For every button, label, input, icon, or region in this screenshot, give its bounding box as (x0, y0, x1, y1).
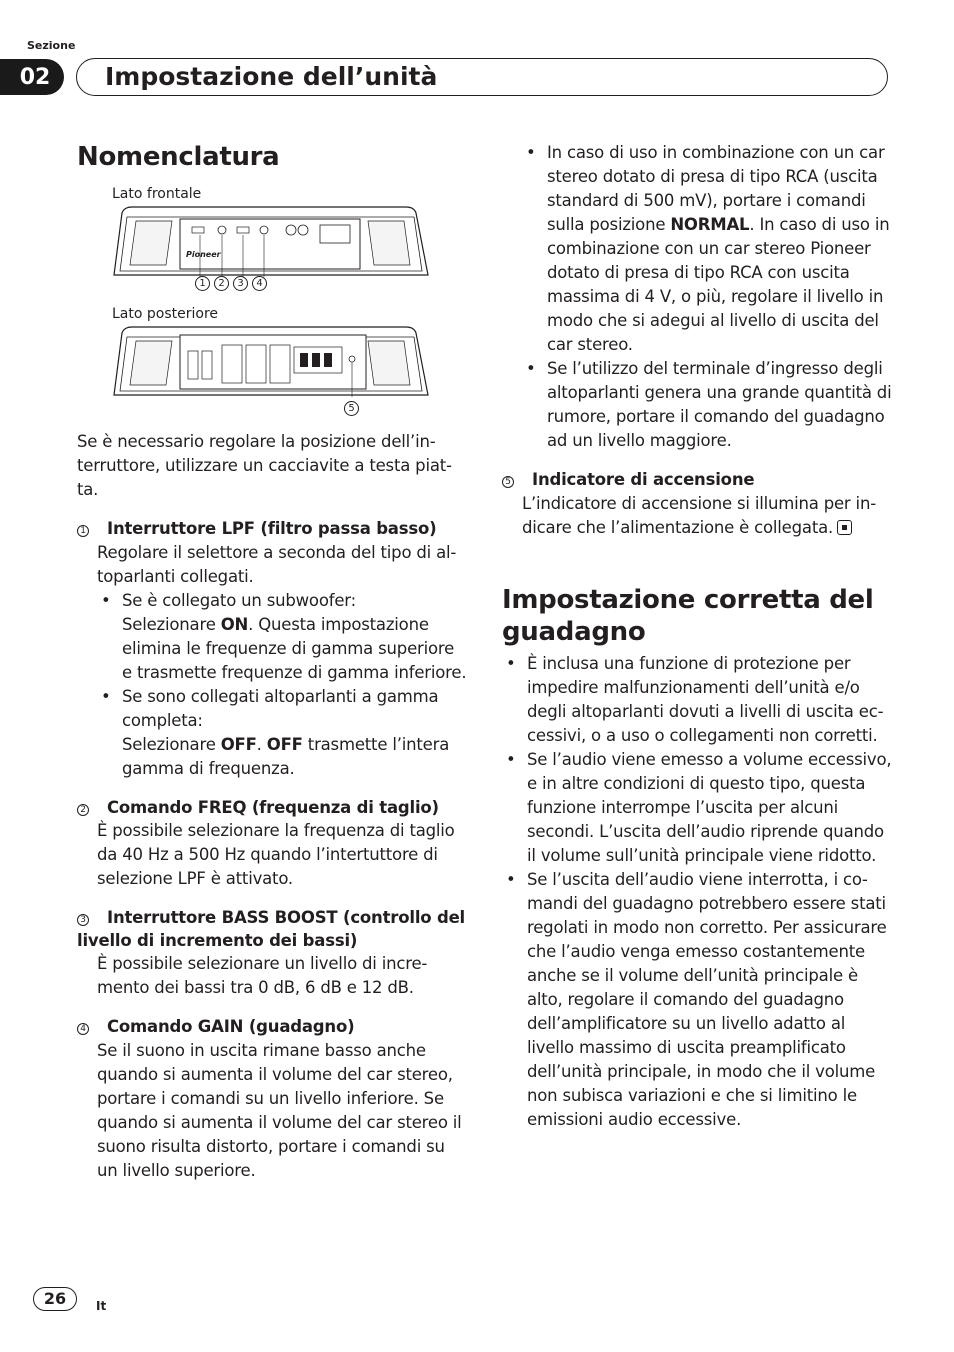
gain-bullet-noise: • Se l’utilizzo del terminale d’ingresso degli altoparlanti genera una grande quantità di rumore, portare il comando del guadagno ad un livello maggiore. (522, 357, 894, 453)
chapter-title: Impostazione dell’unità (76, 58, 888, 96)
section-label: Sezione (27, 39, 76, 52)
gain-setting-bullet-1: • È inclusa una funzione di protezione per impedire malfunzionamenti dell’unità e/o degli altoparlanti dovuti a livelli di uscita eccessivi, o a uso o collegamenti non corretti. (502, 652, 894, 748)
bullet-2-line-a: Se sono collegati altoparlanti a gamma completa: (122, 686, 439, 730)
rear-panel-illustration (110, 325, 430, 397)
gain-control-bullets (502, 141, 894, 453)
gain-heading: Impostazione corretta del guadagno (502, 584, 874, 647)
item-4-title: Comando GAIN (guadagno) (107, 1017, 355, 1036)
setting-off-2: OFF (266, 734, 303, 754)
item-1-heading (77, 518, 467, 541)
svg-text:Pioneer: Pioneer (186, 250, 221, 259)
item-4 (77, 1016, 467, 1183)
item-1-number: 1 (77, 525, 89, 537)
nomenclature-heading: Nomenclatura (77, 142, 280, 172)
bullet-2-dot: . (256, 734, 267, 754)
item-2-heading (77, 797, 467, 820)
front-panel-illustration (110, 205, 430, 277)
section-number-badge: 02 (0, 59, 64, 95)
intro-paragraph: Se è necessario regolare la posizione dell’interruttore, utilizzare un cacciavite a testa piatta. (77, 432, 452, 499)
item-5-number: 5 (502, 476, 514, 488)
callout-4: 4 (252, 276, 267, 291)
item-1-title: Interruttore LPF (filtro passa basso) (107, 519, 437, 538)
gain-setting-bullet-3: • Se l’uscita dell’audio viene interrotta, i comandi del guadagno potrebbero essere stati regolati in modo non corretto. Per assicurare che l’audio venga emesso costantemente anche se il volume dell’unità principale è alto, regolare il comando del guadagno dell’amplificatore su un livello adatto al livello massimo di uscita preamplificato dell’unità principale, in modo che il volume non subisca variazioni e che si limitino le emissioni audio eccessive. (502, 868, 894, 1132)
setting-on: ON (220, 614, 249, 634)
bullet-1-select: Selezionare (122, 614, 221, 634)
gain-setting-bullet-2: • Se l’audio viene emesso a volume eccessivo, e in altre condizioni di questo tipo, questa funzione interrompe l’uscita per alcuni secondi. L’uscita dell’audio riprende quando il volume sull’unità principale viene ridotto. (502, 748, 894, 868)
item-4-number: 4 (77, 1023, 89, 1035)
item-5-title: Indicatore di accensione (532, 470, 755, 489)
item-5-text-wrap (502, 492, 894, 540)
setting-normal: NORMAL (670, 215, 750, 234)
item-5-heading (502, 469, 894, 492)
callout-2: 2 (214, 276, 229, 291)
left-column (77, 141, 467, 1183)
bullet-1-line-c: . Questa impostazione elimina le frequenze di gamma superiore e trasmette frequenze di gamma inferiore. (122, 614, 467, 682)
right-column (502, 141, 894, 1132)
item-1 (77, 518, 467, 781)
item-1-bullet-2 (97, 685, 467, 781)
end-mark-icon (837, 520, 852, 535)
front-callout-numbers (195, 276, 467, 291)
item-2-number: 2 (77, 804, 89, 816)
bullet-1-line-a: Se è collegato un subwoofer: (122, 590, 356, 610)
item-3-number: 3 (77, 914, 89, 926)
language-code: It (96, 1299, 107, 1313)
item-3-title: Interruttore BASS BOOST (controllo del livello di incremento dei bassi) (77, 908, 466, 950)
callout-3: 3 (233, 276, 248, 291)
gain-bullet-normal (522, 141, 894, 357)
item-1-bullet-1 (97, 589, 467, 685)
front-caption: Lato frontale (112, 186, 202, 202)
normal-text-a: In caso di uso in combinazione con un car stereo dotato di presa di tipo RCA (uscita standard di 500 mV), portare i comandi sulla posizione (547, 143, 885, 234)
callout-5: 5 (344, 401, 359, 416)
item-2-text: È possibile selezionare la frequenza di taglio da 40 Hz a 500 Hz quando l’intertuttore di selezione LPF è attivato. (97, 821, 455, 888)
item-3-heading (77, 907, 467, 952)
gain-setting-bullets (502, 652, 894, 1132)
item-3-text: È possibile selezionare un livello di incremento dei bassi tra 0 dB, 6 dB e 12 dB. (97, 954, 428, 997)
item-5-text: L’indicatore di accensione si illumina per indicare che l’alimentazione è collegata. (522, 493, 877, 537)
item-3 (77, 907, 467, 1000)
item-4-text: Se il suono in uscita rimane basso anche quando si aumenta il volume del car stereo, portare i comandi su un livello inferiore. Se quando si aumenta il volume del car stereo il suono risulta distorto, portare i comandi su un livello superiore. (97, 1040, 462, 1180)
item-1-text: Regolare il selettore a seconda del tipo di altoparlanti collegati. (97, 542, 457, 586)
bullet-2-line-c: trasmette l’intera gamma di frequenza. (122, 734, 450, 778)
bullet-2-select: Selezionare (122, 734, 221, 754)
setting-off: OFF (220, 734, 257, 754)
item-4-heading (77, 1016, 467, 1039)
item-5 (502, 469, 894, 540)
item-1-bullets (77, 589, 467, 781)
item-2 (77, 797, 467, 892)
normal-text-b: . In caso di uso in combinazione con un car stereo Pioneer dotato di presa di tipo RCA con uscita massima di 4 V, o più, regolare il livello in modo che si adegui al livello di uscita del car stereo. (547, 215, 890, 354)
rear-caption: Lato posteriore (112, 306, 219, 322)
rear-callout-numbers (344, 396, 467, 416)
item-2-title: Comando FREQ (frequenza di taglio) (107, 797, 439, 817)
page-number: 26 (33, 1287, 77, 1311)
callout-1: 1 (195, 276, 210, 291)
